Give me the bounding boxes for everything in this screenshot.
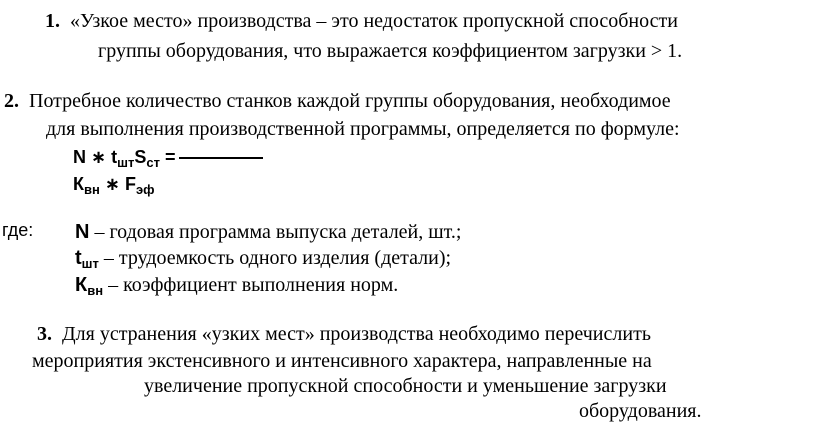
definition-t-symbol: t — [75, 247, 82, 269]
paragraph-2-line-1 — [4, 89, 671, 113]
formula-K: К — [73, 174, 84, 194]
definition-t-subscript: шт — [81, 256, 99, 271]
paragraph-3-line-4: оборудования. — [579, 400, 702, 422]
formula-denominator — [73, 172, 155, 198]
paragraph-3-number: 3. — [37, 323, 52, 345]
formula-K-subscript: вн — [84, 182, 100, 197]
definition-K-text: – коэффициент выполнения норм. — [103, 274, 399, 296]
definition-t-text: – трудоемкость одного изделия (детали); — [98, 247, 452, 269]
formula-N: N — [73, 147, 86, 167]
paragraph-3-line-2: мероприятия экстенсивного и интенсивного характера, направленные на — [32, 350, 652, 372]
paragraph-2-text-1: Потребное количество станков каждой группы оборудования, необходимое — [29, 90, 671, 112]
definition-N — [75, 220, 461, 244]
definition-N-text: – годовая программа выпуска деталей, шт.; — [89, 221, 462, 243]
formula-F: F — [124, 174, 136, 194]
definition-N-symbol: N — [75, 221, 90, 243]
paragraph-3-text-1: Для устранения «узких мест» производства необходимо перечислить — [62, 323, 651, 345]
paragraph-1-line-2: группы оборудования, что выражается коэффициентом загрузки > 1. — [98, 40, 683, 62]
formula-multiply-1: ∗ — [91, 147, 107, 167]
definition-K-symbol: К — [75, 274, 88, 296]
formula-numerator — [73, 145, 263, 171]
paragraph-1-text-1: «Узкое место» производства – это недостаток пропускной способности — [70, 10, 678, 32]
paragraph-2-number: 2. — [4, 90, 19, 112]
formula-multiply-2: ∗ — [104, 174, 120, 194]
paragraph-3-line-3: увеличение пропускной способности и уменьшение загрузки — [144, 375, 667, 397]
formula-S-subscript: ст — [146, 155, 160, 170]
definition-K-subscript: вн — [87, 283, 104, 298]
paragraph-2-line-2: для выполнения производственной программы, определяется по формуле: — [46, 118, 680, 140]
formula-S: S — [134, 147, 147, 167]
paragraph-1-number: 1. — [45, 10, 60, 32]
formula-t: t — [111, 147, 118, 167]
definition-t — [75, 246, 451, 272]
fraction-bar — [179, 157, 263, 159]
formula-equals: = — [164, 147, 176, 167]
formula-t-subscript: шт — [117, 155, 135, 170]
paragraph-3-line-1 — [37, 322, 651, 346]
paragraph-1-line-1 — [45, 9, 678, 33]
where-label: где: — [2, 220, 34, 240]
formula-F-subscript: эф — [135, 182, 155, 197]
definition-K — [75, 273, 398, 299]
